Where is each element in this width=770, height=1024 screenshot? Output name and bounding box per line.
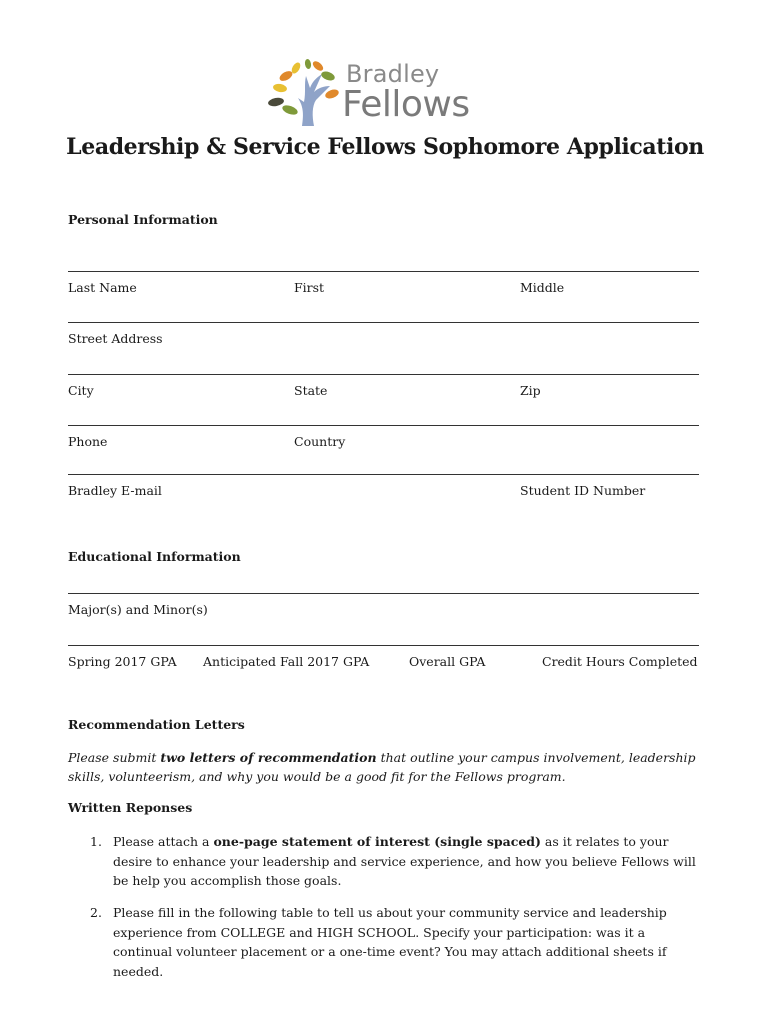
statement-instruction: Please attach a one-page statement of interest (single spaced) as it relates to your desire to enhance your leadership and service experience, and how you believe Fellows will be help you accomplish those goals. [113, 834, 696, 888]
phone-label: Phone [68, 434, 108, 449]
city-label: City [68, 383, 94, 398]
bradley-email-label: Bradley E-mail [68, 483, 162, 498]
written-responses-heading: Written Reponses [68, 800, 193, 815]
page-title: Leadership & Service Fellows Sophomore Application [66, 134, 704, 160]
personal-info-heading: Personal Information [68, 212, 218, 227]
logo-word-fellows: Fellows [342, 84, 470, 125]
fall-gpa-label: Anticipated Fall 2017 GPA [203, 654, 370, 669]
state-label: State [294, 383, 328, 398]
spring-gpa-label: Spring 2017 GPA [68, 654, 177, 669]
last-name-label: Last Name [68, 280, 137, 295]
middle-name-label: Middle [520, 280, 565, 295]
majors-field-line[interactable] [68, 593, 699, 594]
table-instruction: Please fill in the following table to tell us about your community service and leadership experience from COLLEGE and HIGH SCHOOL. Specify your participation: was it a continual volunteer placement or a one-time event? You may attach additional sheets if needed. [113, 905, 667, 979]
gpa-field-line[interactable] [68, 645, 699, 646]
phone-country-field-line[interactable] [68, 425, 699, 426]
recommendation-text: Please submit two letters of recommendation that outline your campus involvement, leadership skills, volunteerism, and why you would be a good fit for the Fellows program. [68, 750, 696, 784]
city-state-zip-field-line[interactable] [68, 374, 699, 375]
student-id-label: Student ID Number [520, 483, 646, 498]
street-field-line[interactable] [68, 322, 699, 323]
overall-gpa-label: Overall GPA [409, 654, 486, 669]
majors-minors-label: Major(s) and Minor(s) [68, 602, 208, 617]
street-address-label: Street Address [68, 331, 163, 346]
country-label: Country [294, 434, 346, 449]
first-name-label: First [294, 280, 325, 295]
name-field-line[interactable] [68, 271, 699, 272]
email-id-field-line[interactable] [68, 474, 699, 475]
zip-label: Zip [520, 383, 541, 398]
credit-hours-label: Credit Hours Completed [542, 654, 698, 669]
recommendation-heading: Recommendation Letters [68, 717, 245, 732]
logo-word-bradley: Bradley [346, 60, 440, 88]
bradley-fellows-logo [268, 58, 508, 130]
tree-logo-icon [268, 58, 344, 130]
educational-info-heading: Educational Information [68, 549, 241, 564]
